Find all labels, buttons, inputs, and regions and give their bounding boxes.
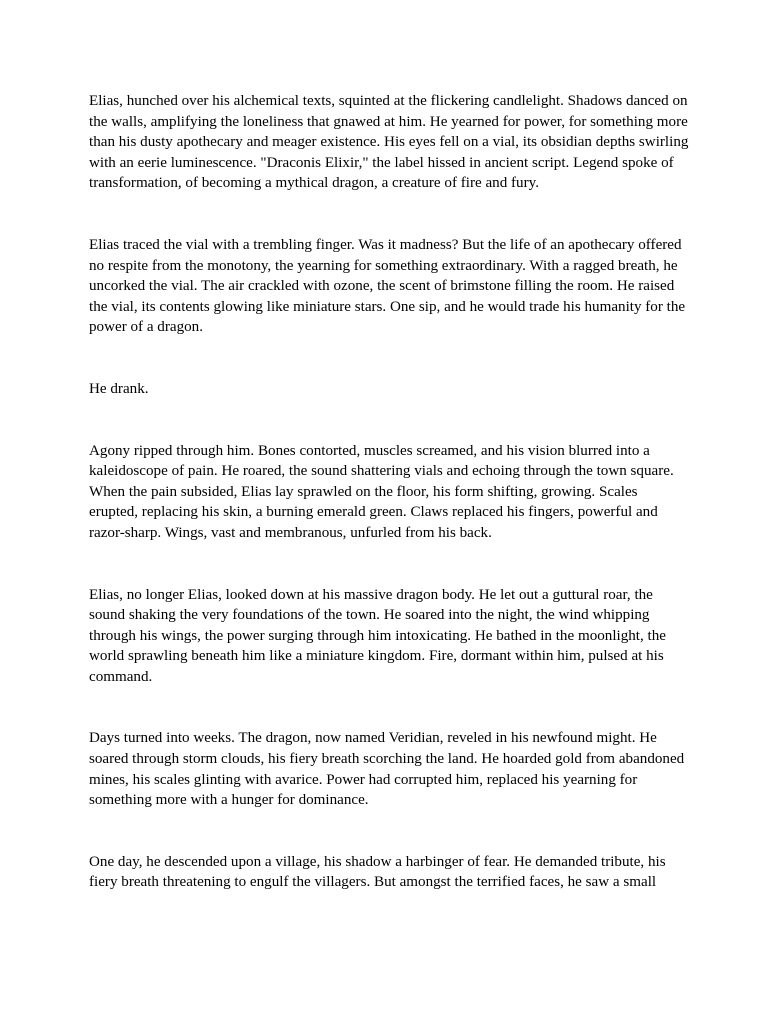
paragraph-6: Days turned into weeks. The dragon, now named Veridian, reveled in his newfound might. He soared through storm clouds, his fiery breath scorching the land. He hoarded gold from abandoned mines, his scales glinting with avarice. Power had corrupted him, replaced his yearning for something more with a hunger for dominance. xyxy=(89,730,685,809)
document-page xyxy=(89,91,689,934)
paragraph-4: Agony ripped through him. Bones contorted, muscles screamed, and his vision blurred into a kaleidoscope of pain. He roared, the sound shattering vials and echoing through the town square. When the pain subsided, Elias lay sprawled on the floor, his form shifting, growing. Scales erupted, replacing his skin, a burning emerald green. Claws replaced his fingers, powerful and razor-sharp. Wings, vast and membranous, unfurled from his back. xyxy=(89,442,674,541)
paragraph-1: Elias, hunched over his alchemical texts, squinted at the flickering candlelight. Shadows danced on the walls, amplifying the loneliness that gnawed at him. He yearned for power, for something more than his dusty apothecary and meager existence. His eyes fell on a vial, its obsidian depths swirling with an eerie luminescence. "Draconis Elixir," the label hissed in ancient script. Legend spoke of transformation, of becoming a mythical dragon, a creature of fire and fury. xyxy=(89,93,689,192)
paragraph-3: He drank. xyxy=(89,380,149,397)
paragraph-5: Elias, no longer Elias, looked down at his massive dragon body. He let out a guttural roar, the sound shaking the very foundations of the town. He soared into the night, the wind whipping through his wings, the power surging through him intoxicating. He bathed in the moonlight, the world sprawling beneath him like a miniature kingdom. Fire, dormant within him, pulsed at his command. xyxy=(89,586,666,685)
paragraph-7: One day, he descended upon a village, his shadow a harbinger of fear. He demanded tribute, his fiery breath threatening to engulf the villagers. But amongst the terrified faces, he saw a small xyxy=(89,853,666,891)
paragraph-2: Elias traced the vial with a trembling finger. Was it madness? But the life of an apothecary offered no respite from the monotony, the yearning for something extraordinary. With a ragged breath, he uncorked the vial. The air crackled with ozone, the scent of brimstone filling the room. He raised the vial, its contents glowing like miniature stars. One sip, and he would trade his humanity for the power of a dragon. xyxy=(89,236,686,336)
